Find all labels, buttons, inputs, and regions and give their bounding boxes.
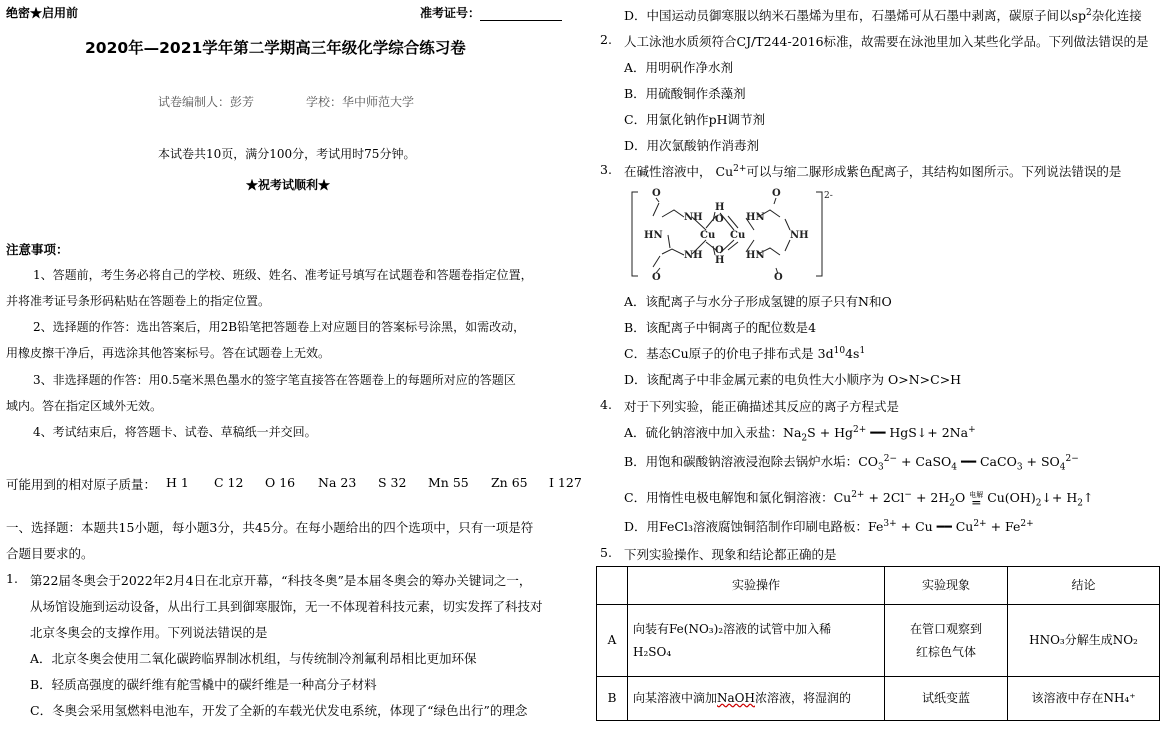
atom-hn: HN xyxy=(644,230,663,241)
atom-nh: NH xyxy=(684,250,703,261)
atom-nh: NH xyxy=(790,230,809,241)
page-title: 2020年—2021学年第二学期高三年级化学综合练习卷 xyxy=(85,39,466,57)
table-header-row xyxy=(597,567,1160,605)
note-2: 2、选择题的作答：选出答案后，用2B铅笔把答题卷上对应题目的答案标号涂黑，如需改动， xyxy=(33,320,526,334)
operation-cell: 向装有Fe(NO₃)₂溶液的试管中加入稀 H₂SO₄ xyxy=(628,605,885,677)
atomic-mass: S 32 xyxy=(378,475,407,490)
atom-cu: Cu xyxy=(700,230,716,241)
atomic-mass: O 16 xyxy=(265,475,296,490)
col-header-operation: 实验操作 xyxy=(628,567,885,605)
atom-h: H xyxy=(715,202,725,213)
conclusion-cell: 该溶液中存在NH₄⁺ xyxy=(1008,677,1160,721)
atomic-mass: Na 23 xyxy=(318,475,357,490)
q4-stem: 对于下列实验，能正确描述其反应的离子方程式是 xyxy=(624,399,900,414)
exam-info: 本试卷共10页，满分100分，考试用时75分钟。 xyxy=(158,147,416,161)
atom-h: H xyxy=(715,255,725,266)
col-header-phenomenon: 实验现象 xyxy=(885,567,1008,605)
q2-option-d: D．用次氯酸钠作消毒剂 xyxy=(624,138,760,153)
q1-stem-cont: 北京冬奥会的支撑作用。下列说法错误的是 xyxy=(30,625,268,640)
ticket-number-label: 准考证号： xyxy=(420,6,481,20)
q5-stem: 下列实验操作、现象和结论都正确的是 xyxy=(624,547,837,562)
table-row xyxy=(597,677,1160,721)
atom-hn: HN xyxy=(746,212,765,223)
atom-o: O xyxy=(774,272,783,282)
q5-table xyxy=(596,566,1160,721)
operation-cell: 向某溶液中滴加NaOH浓溶液，将湿润的 xyxy=(628,677,885,721)
atom-o: O xyxy=(652,188,661,199)
q3-option-d: D．该配离子中非金属元素的电负性大小顺序为 O>N>C>H xyxy=(624,372,962,387)
secret-label: 绝密★启用前 xyxy=(6,6,79,20)
ticket-number-field[interactable] xyxy=(420,4,562,21)
q1-stem-cont: 从场馆设施到运动设备，从出行工具到御寒服饰，无一不体现着科技元素，切实发挥了科技对 xyxy=(30,599,543,614)
atom-o: O xyxy=(715,245,724,256)
q1-number: 1. xyxy=(6,571,18,586)
phenomenon-cell: 试纸变蓝 xyxy=(885,677,1008,721)
atom-o: O xyxy=(715,214,724,225)
q1-option-a: A．北京冬奥会使用二氧化碳跨临界制冰机组，与传统制冷剂氟利昂相比更加环保 xyxy=(30,651,477,666)
col-header-conclusion: 结论 xyxy=(1008,567,1160,605)
good-luck: ★祝考试顺利★ xyxy=(246,178,331,192)
ticket-number-blank[interactable] xyxy=(480,8,562,21)
q2-option-b: B．用硫酸铜作杀藻剂 xyxy=(624,86,746,101)
note-1: 1、答题前，考生务必将自己的学校、班级、姓名、准考证号填写在试题卷和答题卷指定位置， xyxy=(33,268,533,282)
q2-option-c: C．用氯化钠作pH调节剂 xyxy=(624,112,765,127)
note-3-cont: 域内。答在指定区域外无效。 xyxy=(6,399,163,413)
atomic-masses-label: 可能用到的相对原子质量： xyxy=(6,477,157,492)
atomic-mass: C 12 xyxy=(214,475,244,490)
atom-nh: NH xyxy=(684,212,703,223)
compiler: 试卷编制人：彭芳 xyxy=(158,95,255,109)
section-1-heading: 一、选择题：本题共15小题，每小题3分，共45分。在每小题给出的四个选项中，只有一项是符 xyxy=(6,520,534,535)
atom-o: O xyxy=(652,272,661,282)
q1-option-c: C．冬奥会采用氢燃料电池车，开发了全新的车载光伏发电系统，体现了“绿色出行”的理念 xyxy=(30,703,528,718)
q4-option-a: A．硫化钠溶液中加入汞盐：$Na_2S + Hg^{2+}$ ━━ HgS↓+ 2Na+ xyxy=(624,424,976,444)
q3-option-c: C．基态Cu原子的价电子排布式是 $3d^{10}4s^1$ xyxy=(624,345,866,361)
q1-stem: 第22届冬奥会于2022年2月4日在北京开幕，“科技冬奥”是本届冬奥会的筹办关键词之一， xyxy=(30,573,532,588)
phenomenon-cell: 在管口观察到 红棕色气体 xyxy=(885,605,1008,677)
note-1-cont: 并将准考证号条形码粘贴在答题卷上的指定位置。 xyxy=(6,294,271,308)
q2-option-a: A．用明矾作净水剂 xyxy=(624,60,734,75)
table-row xyxy=(597,605,1160,677)
atom-cu: Cu xyxy=(730,230,746,241)
q3-option-a: A．该配离子与水分子形成氢键的原子只有N和O xyxy=(624,294,892,309)
q3-number: 3. xyxy=(600,162,612,177)
atomic-mass: H 1 xyxy=(166,475,189,490)
q4-number: 4. xyxy=(600,397,612,412)
note-4: 4、考试结束后，将答题卡、试卷、草稿纸一并交回。 xyxy=(33,425,317,439)
row-label: B xyxy=(597,677,628,721)
atomic-mass: Zn 65 xyxy=(491,475,528,490)
q2-stem: 人工泳池水质须符合CJ/T244-2016标准，故需要在泳池里加入某些化学品。下列做法错误的是 xyxy=(624,34,1149,49)
q3-option-b: B．该配离子中铜离子的配位数是4 xyxy=(624,320,817,335)
atom-o: O xyxy=(772,188,781,199)
atomic-mass: I 127 xyxy=(549,475,582,490)
q4-option-d: D．用FeCl₃溶液腐蚀铜箔制作印刷电路板：$Fe^{3+} + Cu$ ━━ $Cu^{2+} + Fe^{2+}$ xyxy=(624,518,1034,534)
q3-stem: 在碱性溶液中， $Cu^{2+}$可以与缩二脲形成紫色配离子，其结构如图所示。下列说法错误的是 xyxy=(624,163,1122,179)
section-1-heading-cont: 合题目要求的。 xyxy=(6,546,94,561)
q1-option-b: B．轻质高强度的碳纤维有舵雪橇中的碳纤维是一种高分子材料 xyxy=(30,677,377,692)
q5-number: 5. xyxy=(600,545,612,560)
row-label: A xyxy=(597,605,628,677)
conclusion-cell: HNO₃分解生成NO₂ xyxy=(1008,605,1160,677)
note-2-cont: 用橡皮擦干净后，再选涂其他答案标号。答在试题卷上无效。 xyxy=(6,346,331,360)
q1-option-d: D．中国运动员御寒服以纳米石墨烯为里布，石墨烯可从石墨中剥离，碳原子间以$sp^2$杂化连接 xyxy=(624,7,1142,23)
q4-option-c: C．用惰性电极电解饱和氯化铜溶液：$Cu^{2+} + 2Cl^- + 2H_2O$ 电解 ═ $Cu(OH)_2↓+$ $H_2↑$ xyxy=(624,489,1094,510)
q2-number: 2. xyxy=(600,32,612,47)
notes-heading: 注意事项： xyxy=(6,242,69,257)
biuret-complex-structure xyxy=(630,186,842,282)
ion-charge: 2- xyxy=(824,191,833,201)
atomic-mass: Mn 55 xyxy=(428,475,469,490)
note-3: 3、非选择题的作答：用0.5毫米黑色墨水的签字笔直接答在答题卷上的每题所对应的答题区 xyxy=(33,373,516,387)
atom-hn: HN xyxy=(746,250,765,261)
q4-option-b: B．用饱和碳酸钠溶液浸泡除去锅炉水垢：$CO_3^{2-}$ + CaSO$_4$ ━━ CaCO$_3$ + $SO_4^{2-}$ xyxy=(624,453,1079,473)
school: 学校：华中师范大学 xyxy=(306,95,415,109)
